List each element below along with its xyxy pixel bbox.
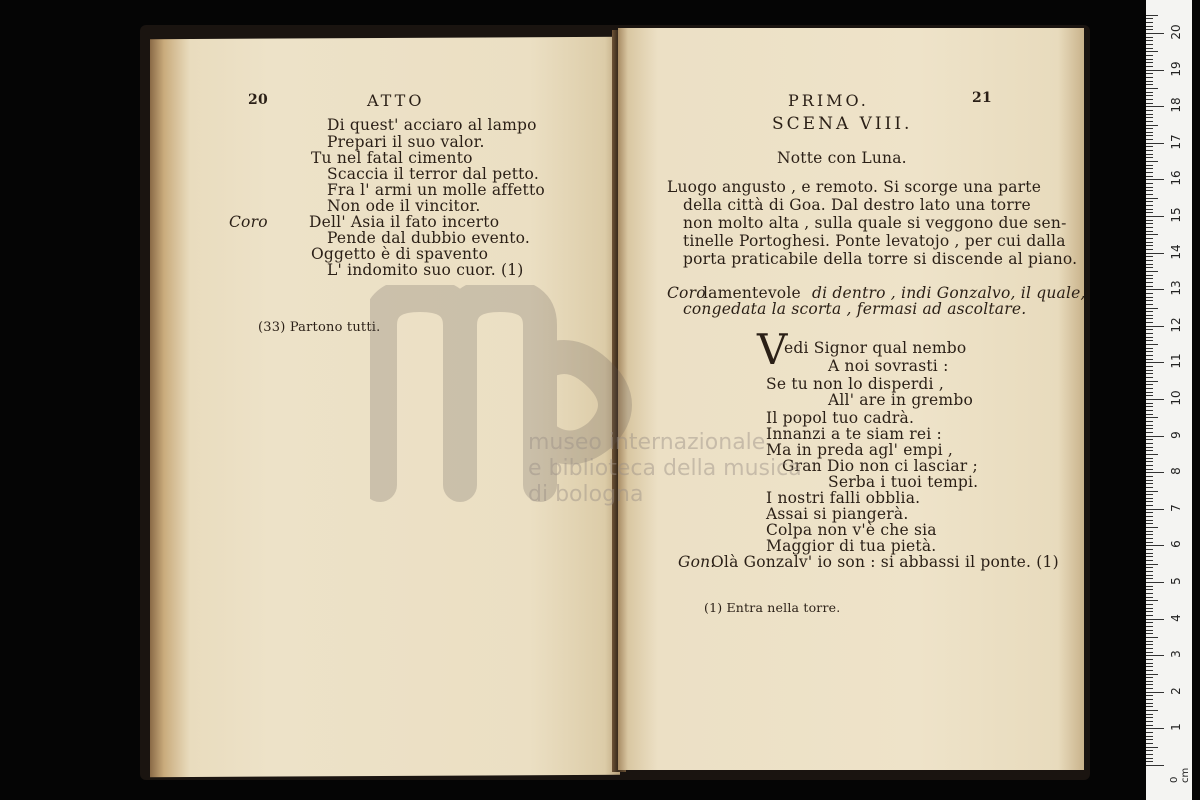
ruler-tick — [1146, 480, 1153, 481]
ruler-tick — [1146, 761, 1153, 762]
ruler-tick — [1146, 523, 1153, 524]
ruler-tick — [1146, 593, 1153, 594]
ruler-tick — [1146, 70, 1164, 71]
right-footnote: (1) Entra nella torre. — [704, 600, 841, 615]
description-line: tinelle Portoghesi. Ponte levatojo , per cui dalla — [683, 232, 1066, 250]
ruler-tick — [1146, 406, 1153, 407]
stage-direction-speaker: Coro — [667, 284, 706, 302]
ruler-tick — [1146, 143, 1164, 144]
ruler-tick — [1146, 556, 1153, 557]
ruler-tick — [1146, 297, 1153, 298]
ruler-tick — [1146, 179, 1164, 180]
drop-cap: V — [757, 325, 788, 374]
ruler-tick — [1146, 308, 1158, 309]
verse-line: Il popol tuo cadrà. — [766, 409, 915, 427]
ruler-tick — [1146, 684, 1153, 685]
ruler-tick — [1146, 575, 1153, 576]
ruler-tick — [1146, 212, 1153, 213]
ruler-tick — [1146, 384, 1153, 385]
left-page-number: 20 — [248, 92, 268, 108]
ruler-tick — [1146, 216, 1164, 217]
speaker-label: Gon. — [678, 553, 716, 571]
ruler-tick — [1146, 220, 1153, 221]
ruler-tick — [1146, 370, 1153, 371]
ruler-tick — [1146, 344, 1158, 345]
measurement-ruler — [1146, 0, 1192, 800]
ruler-tick — [1146, 245, 1153, 246]
ruler-tick — [1146, 531, 1153, 532]
ruler-tick — [1146, 264, 1153, 265]
ruler-tick — [1146, 663, 1153, 664]
ruler-tick — [1146, 732, 1153, 733]
ruler-tick — [1146, 461, 1153, 462]
ruler-number: 3 — [1169, 650, 1183, 659]
ruler-number: 17 — [1169, 134, 1183, 150]
ruler-tick — [1146, 84, 1153, 85]
ruler-tick — [1146, 626, 1153, 627]
verse-line: Oggetto è di spavento — [311, 245, 489, 263]
ruler-tick — [1146, 399, 1164, 400]
ruler-tick — [1146, 447, 1153, 448]
ruler-tick — [1146, 553, 1153, 554]
stage-direction-text: di dentro , indi Gonzalvo, il quale, — [812, 284, 1086, 302]
ruler-tick — [1146, 509, 1164, 510]
verse-line: All' are in grembo — [828, 391, 973, 409]
ruler-tick — [1146, 703, 1153, 704]
ruler-tick — [1146, 739, 1153, 740]
ruler-tick — [1146, 351, 1153, 352]
ruler-tick — [1146, 183, 1153, 184]
ruler-tick — [1146, 366, 1153, 367]
watermark-text: museo internazionale — [528, 430, 766, 455]
verse-line: L' indomito suo cuor. (1) — [327, 261, 524, 279]
ruler-tick — [1146, 512, 1153, 513]
ruler-number: 19 — [1169, 60, 1183, 77]
ruler-tick — [1146, 73, 1153, 74]
verse-line: Ma in preda agl' empi , — [766, 441, 954, 459]
ruler-tick — [1146, 300, 1153, 301]
ruler-tick — [1146, 150, 1153, 151]
ruler-tick — [1146, 44, 1153, 45]
ruler-tick — [1146, 564, 1158, 565]
ruler-tick — [1146, 600, 1158, 601]
ruler-tick — [1146, 18, 1153, 19]
ruler-tick — [1146, 604, 1153, 605]
ruler-tick — [1146, 59, 1153, 60]
ruler-number: 8 — [1169, 467, 1183, 476]
ruler-tick — [1146, 758, 1153, 759]
ruler-tick — [1146, 586, 1153, 587]
ruler-tick — [1146, 652, 1153, 653]
ruler-tick — [1146, 117, 1153, 118]
verse-line: Maggior di tua pietà. — [766, 537, 937, 555]
ruler-tick — [1146, 681, 1153, 682]
ruler-tick — [1146, 121, 1153, 122]
ruler-tick — [1146, 194, 1153, 195]
ruler-tick — [1146, 721, 1153, 722]
ruler-tick — [1146, 92, 1153, 93]
ruler-tick — [1146, 293, 1153, 294]
ruler-tick — [1146, 348, 1153, 349]
ruler-tick — [1146, 128, 1153, 129]
ruler-number: 10 — [1169, 390, 1183, 406]
ruler-tick — [1146, 641, 1153, 642]
ruler-tick — [1146, 103, 1153, 104]
ruler-tick — [1146, 40, 1153, 41]
ruler-tick — [1146, 589, 1153, 590]
ruler-tick — [1146, 666, 1153, 667]
ruler-tick — [1146, 630, 1153, 631]
ruler-tick — [1146, 637, 1158, 638]
ruler-tick — [1146, 450, 1153, 451]
ruler-tick — [1146, 608, 1153, 609]
ruler-number: 20 — [1169, 24, 1183, 40]
ruler-tick — [1146, 329, 1153, 330]
ruler-tick — [1146, 388, 1153, 389]
ruler-tick — [1146, 249, 1153, 250]
verse-line: Gran Dio non ci lasciar ; — [782, 457, 978, 475]
ruler-tick — [1146, 161, 1158, 162]
watermark-text: e biblioteca della musica — [528, 456, 802, 481]
ruler-tick — [1146, 106, 1164, 107]
ruler-tick — [1146, 48, 1153, 49]
ruler-number: 9 — [1169, 430, 1183, 439]
ruler-tick — [1146, 271, 1158, 272]
ruler-tick — [1146, 286, 1153, 287]
ruler-tick — [1146, 677, 1153, 678]
ruler-tick — [1146, 410, 1153, 411]
ruler-tick — [1146, 157, 1153, 158]
ruler-tick — [1146, 498, 1153, 499]
verse-line: Colpa non v'è che sia — [766, 521, 937, 539]
ruler-tick — [1146, 355, 1153, 356]
ruler-tick — [1146, 417, 1158, 418]
ruler-tick — [1146, 670, 1153, 671]
ruler-tick — [1146, 688, 1153, 689]
ruler-number: 13 — [1169, 280, 1183, 296]
ruler-number: 18 — [1169, 97, 1183, 113]
ruler-tick — [1146, 99, 1153, 100]
ruler-tick — [1146, 253, 1164, 254]
ruler-tick — [1146, 717, 1153, 718]
description-line: porta praticabile della torre si discende al piano. — [683, 250, 1078, 268]
ruler-tick — [1146, 516, 1153, 517]
ruler-tick — [1146, 432, 1153, 433]
ruler-tick — [1146, 322, 1153, 323]
ruler-tick — [1146, 275, 1153, 276]
ruler-tick — [1146, 454, 1158, 455]
ruler-tick — [1146, 139, 1153, 140]
ruler-tick — [1146, 201, 1153, 202]
ruler-number: 11 — [1169, 353, 1183, 370]
ruler-tick — [1146, 125, 1158, 126]
ruler-tick — [1146, 33, 1164, 34]
ruler-tick — [1146, 205, 1153, 206]
ruler-tick — [1146, 699, 1153, 700]
verse-line: A noi sovrasti : — [828, 357, 949, 375]
ruler-tick — [1146, 743, 1153, 744]
ruler-tick — [1146, 282, 1153, 283]
ruler-tick — [1146, 491, 1158, 492]
ruler-tick — [1146, 655, 1164, 656]
verse-line: Tu nel fatal cimento — [311, 149, 473, 167]
ruler-tick — [1146, 567, 1153, 568]
ruler-tick — [1146, 476, 1153, 477]
verse-line: Dell' Asia il fato incerto — [309, 213, 500, 231]
right-page-header: PRIMO. — [788, 91, 869, 110]
ruler-number: 16 — [1169, 170, 1183, 187]
ruler-tick — [1146, 706, 1153, 707]
ruler-tick — [1146, 545, 1164, 546]
ruler-tick — [1146, 414, 1153, 415]
ruler-tick — [1146, 728, 1164, 729]
ruler-tick — [1146, 710, 1158, 711]
verse-line: Fra l' armi un molle affetto — [327, 181, 545, 199]
ruler-tick — [1146, 227, 1153, 228]
ruler-tick — [1146, 534, 1153, 535]
verse-line: Scaccia il terror dal petto. — [327, 165, 539, 183]
ruler-tick — [1146, 362, 1164, 363]
ruler-tick — [1146, 436, 1164, 437]
ruler-number: 1 — [1169, 723, 1183, 732]
ruler-tick — [1146, 395, 1153, 396]
ruler-tick — [1146, 154, 1153, 155]
stage-direction-text: congedata la scorta , fermasi ad ascoltare. — [683, 300, 1027, 318]
ruler-tick — [1146, 315, 1153, 316]
ruler-tick — [1146, 172, 1153, 173]
ruler-tick — [1146, 234, 1158, 235]
ruler-tick — [1146, 674, 1158, 675]
ruler-tick — [1146, 340, 1153, 341]
ruler-tick — [1146, 648, 1153, 649]
ruler-tick — [1146, 289, 1164, 290]
ruler-tick — [1146, 487, 1153, 488]
ruler-tick — [1146, 377, 1153, 378]
ruler-tick — [1146, 318, 1153, 319]
ruler-tick — [1146, 578, 1153, 579]
ruler-tick — [1146, 747, 1158, 748]
ruler-tick — [1146, 765, 1164, 766]
ruler-tick — [1146, 231, 1153, 232]
ruler-tick — [1146, 615, 1153, 616]
ruler-tick — [1146, 695, 1153, 696]
ruler-tick — [1146, 198, 1158, 199]
right-page-number: 21 — [972, 90, 992, 106]
ruler-tick — [1146, 469, 1153, 470]
ruler-tick — [1146, 483, 1153, 484]
ruler-tick — [1146, 168, 1153, 169]
ruler-tick — [1146, 267, 1153, 268]
ruler-number: 14 — [1169, 243, 1183, 260]
verse-line: Non ode il vincitor. — [327, 197, 481, 215]
ruler-tick — [1146, 750, 1153, 751]
verse-line: Prepari il suo valor. — [327, 133, 485, 151]
ruler-unit-label: 0 cm — [1169, 767, 1191, 783]
ruler-tick — [1146, 465, 1153, 466]
ruler-tick — [1146, 538, 1153, 539]
ruler-tick — [1146, 403, 1153, 404]
ruler-tick — [1146, 582, 1164, 583]
ruler-tick — [1146, 560, 1153, 561]
left-footnote: (33) Partono tutti. — [258, 320, 381, 335]
ruler-tick — [1146, 223, 1153, 224]
ruler-tick — [1146, 659, 1153, 660]
ruler-tick — [1146, 326, 1164, 327]
ruler-tick — [1146, 256, 1153, 257]
ruler-tick — [1146, 520, 1153, 521]
ruler-number: 4 — [1169, 613, 1183, 622]
ruler-tick — [1146, 736, 1153, 737]
ruler-tick — [1146, 333, 1153, 334]
ruler-tick — [1146, 238, 1153, 239]
ruler-tick — [1146, 88, 1158, 89]
ruler-tick — [1146, 62, 1153, 63]
description-line: Luogo angusto , e remoto. Si scorge una parte — [667, 178, 1042, 196]
scene-setting: Notte con Luna. — [777, 149, 907, 167]
description-line: non molto alta , sulla quale si veggono due sen- — [683, 214, 1067, 232]
ruler-number: 15 — [1169, 207, 1183, 223]
ruler-tick — [1146, 458, 1153, 459]
verse-line: Serba i tuoi tempi. — [828, 473, 979, 491]
ruler-tick — [1146, 381, 1158, 382]
ruler-tick — [1146, 373, 1153, 374]
ruler-tick — [1146, 597, 1153, 598]
verse-line: Se tu non lo disperdi , — [766, 375, 944, 393]
ruler-tick — [1146, 619, 1164, 620]
verse-line: Pende dal dubbio evento. — [327, 229, 531, 247]
ruler-number: 2 — [1169, 686, 1183, 695]
ruler-number: 12 — [1169, 317, 1183, 333]
ruler-tick — [1146, 176, 1153, 177]
verse-line: Assai si piangerà. — [766, 505, 909, 523]
ruler-tick — [1146, 165, 1153, 166]
ruler-tick — [1146, 421, 1153, 422]
ruler-tick — [1146, 428, 1153, 429]
ruler-tick — [1146, 110, 1153, 111]
ruler-tick — [1146, 135, 1153, 136]
ruler-tick — [1146, 187, 1153, 188]
ruler-tick — [1146, 725, 1153, 726]
ruler-tick — [1146, 527, 1158, 528]
ruler-tick — [1146, 66, 1153, 67]
ruler-tick — [1146, 77, 1153, 78]
speaker-label: Coro — [229, 213, 268, 231]
ruler-tick — [1146, 439, 1153, 440]
ruler-tick — [1146, 209, 1153, 210]
ruler-tick — [1146, 242, 1153, 243]
ruler-tick — [1146, 549, 1153, 550]
ruler-tick — [1146, 443, 1153, 444]
ruler-number: 5 — [1169, 577, 1183, 585]
ruler-tick — [1146, 714, 1153, 715]
ruler-tick — [1146, 311, 1153, 312]
ruler-tick — [1146, 472, 1164, 473]
ruler-tick — [1146, 37, 1153, 38]
ruler-tick — [1146, 190, 1153, 191]
ruler-tick — [1146, 611, 1153, 612]
ruler-tick — [1146, 26, 1153, 27]
verse-line: edi Signor qual nembo — [784, 339, 967, 357]
ruler-tick — [1146, 633, 1153, 634]
ruler-tick — [1146, 146, 1153, 147]
stage-direction-text: lamentevole — [703, 284, 801, 302]
ruler-tick — [1146, 392, 1153, 393]
ruler-tick — [1146, 278, 1153, 279]
verse-line: Innanzi a te siam rei : — [766, 425, 942, 443]
left-page-header: ATTO — [367, 91, 425, 110]
ruler-tick — [1146, 542, 1153, 543]
ruler-tick — [1146, 571, 1153, 572]
ruler-tick — [1146, 114, 1153, 115]
ruler-tick — [1146, 55, 1153, 56]
verse-line: Olà Gonzalv' io son : si abbassi il ponte. (1) — [711, 553, 1059, 571]
ruler-tick — [1146, 132, 1153, 133]
ruler-tick — [1146, 425, 1153, 426]
ruler-tick — [1146, 95, 1153, 96]
ruler-tick — [1146, 359, 1153, 360]
description-line: della città di Goa. Dal destro lato una torre — [683, 196, 1031, 214]
ruler-tick — [1146, 337, 1153, 338]
ruler-tick — [1146, 501, 1153, 502]
ruler-tick — [1146, 22, 1153, 23]
ruler-tick — [1146, 505, 1153, 506]
ruler-number: 7 — [1169, 503, 1183, 512]
ruler-tick — [1146, 754, 1153, 755]
ruler-tick — [1146, 304, 1153, 305]
ruler-tick — [1146, 622, 1153, 623]
ruler-tick — [1146, 692, 1164, 693]
ruler-tick — [1146, 494, 1153, 495]
ruler-tick — [1146, 644, 1153, 645]
verse-line: Di quest' acciaro al lampo — [327, 116, 537, 134]
ruler-tick — [1146, 29, 1153, 30]
ruler-tick — [1146, 260, 1153, 261]
verse-line: I nostri falli obblia. — [766, 489, 921, 507]
watermark-text: di bologna — [528, 482, 644, 507]
ruler-number: 6 — [1169, 540, 1183, 549]
ruler-tick — [1146, 15, 1158, 16]
scene-heading: SCENA VIII. — [772, 114, 913, 134]
ruler-tick — [1146, 81, 1153, 82]
ruler-tick — [1146, 51, 1158, 52]
